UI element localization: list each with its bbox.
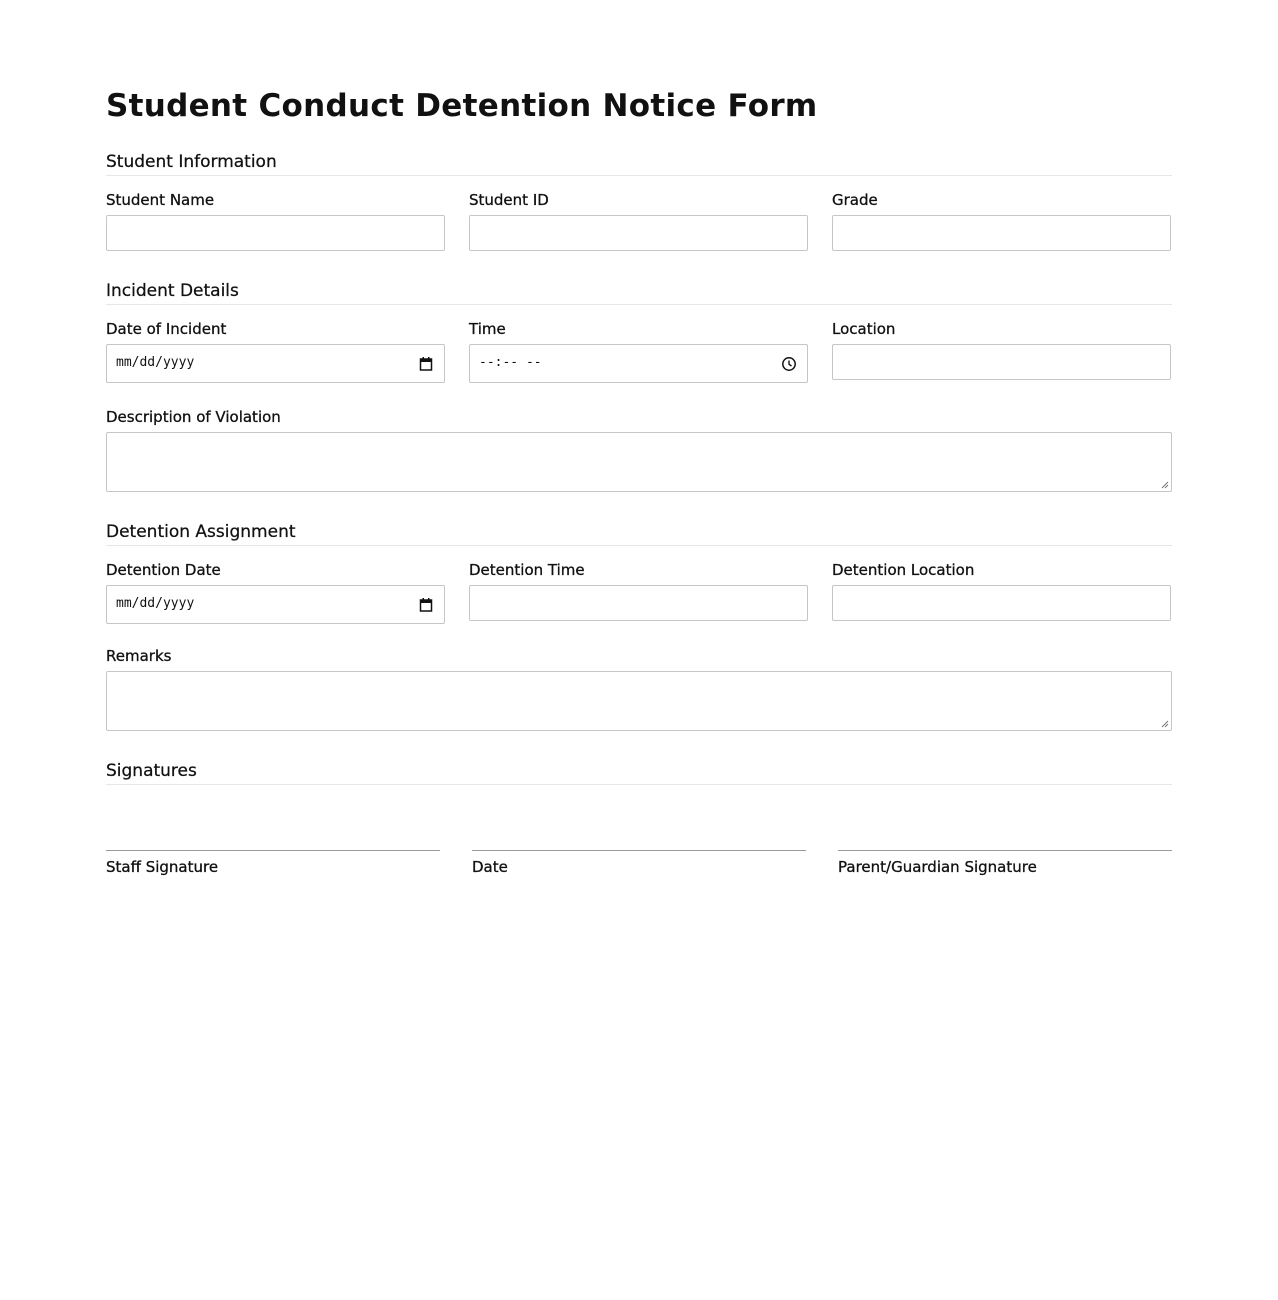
detention-location-field: [832, 560, 1171, 624]
remarks-row: [106, 646, 1172, 731]
page-title: Student Conduct Detention Notice Form: [106, 88, 818, 124]
clock-icon[interactable]: [781, 356, 797, 372]
section-detention-assignment: [106, 522, 1172, 546]
detention-date-field: [106, 560, 445, 624]
section-title: Signatures: [106, 761, 1172, 785]
section-title: Detention Assignment: [106, 522, 1172, 546]
incident-location-field: [832, 319, 1171, 383]
description-textarea[interactable]: [106, 432, 1172, 492]
incident-row: [106, 319, 1172, 383]
detention-time-field: [469, 560, 808, 624]
incident-location-label: Location: [832, 320, 896, 338]
incident-time-input[interactable]: [469, 344, 808, 383]
parent-signature-block: [838, 850, 1172, 877]
detention-time-input[interactable]: [469, 585, 808, 621]
section-signatures: [106, 761, 1172, 785]
resize-handle-icon[interactable]: [1161, 720, 1169, 728]
description-field: [106, 407, 1172, 492]
student-id-input[interactable]: [469, 215, 808, 251]
calendar-icon[interactable]: [418, 356, 434, 372]
incident-time-field: [469, 319, 808, 383]
section-student-information: [106, 152, 1172, 176]
remarks-field: [106, 646, 1172, 731]
section-incident-details: [106, 281, 1172, 305]
student-id-field: [469, 190, 808, 251]
student-name-input[interactable]: [106, 215, 445, 251]
signature-row: [106, 850, 1172, 877]
section-title: Student Information: [106, 152, 1172, 176]
signature-line: [838, 850, 1172, 851]
detention-time-label: Detention Time: [469, 561, 585, 579]
resize-handle-icon[interactable]: [1161, 481, 1169, 489]
date-placeholder: mm/dd/yyyy: [116, 596, 195, 611]
detention-date-label: Detention Date: [106, 561, 221, 579]
date-placeholder: mm/dd/yyyy: [116, 355, 195, 370]
description-label: Description of Violation: [106, 408, 281, 426]
incident-date-input[interactable]: [106, 344, 445, 383]
parent-signature-label: Parent/Guardian Signature: [838, 858, 1037, 876]
incident-date-field: [106, 319, 445, 383]
student-name-field: [106, 190, 445, 251]
grade-field: [832, 190, 1171, 251]
detention-date-input[interactable]: [106, 585, 445, 624]
detention-location-label: Detention Location: [832, 561, 975, 579]
incident-location-input[interactable]: [832, 344, 1171, 380]
detention-row: [106, 560, 1172, 624]
grade-label: Grade: [832, 191, 878, 209]
detention-location-input[interactable]: [832, 585, 1171, 621]
signature-line: [472, 850, 806, 851]
student-id-label: Student ID: [469, 191, 549, 209]
incident-time-label: Time: [469, 320, 506, 338]
remarks-label: Remarks: [106, 647, 172, 665]
date-signature-block: [472, 850, 806, 877]
staff-signature-label: Staff Signature: [106, 858, 219, 876]
signature-line: [106, 850, 440, 851]
staff-signature-block: [106, 850, 440, 877]
section-title: Incident Details: [106, 281, 1172, 305]
time-placeholder: --:-- --: [479, 355, 542, 370]
student-name-label: Student Name: [106, 191, 215, 209]
calendar-icon[interactable]: [418, 597, 434, 613]
student-info-row: [106, 190, 1172, 251]
remarks-textarea[interactable]: [106, 671, 1172, 731]
incident-date-label: Date of Incident: [106, 320, 227, 338]
description-row: [106, 407, 1172, 492]
date-signature-label: Date: [472, 858, 508, 876]
grade-input[interactable]: [832, 215, 1171, 251]
